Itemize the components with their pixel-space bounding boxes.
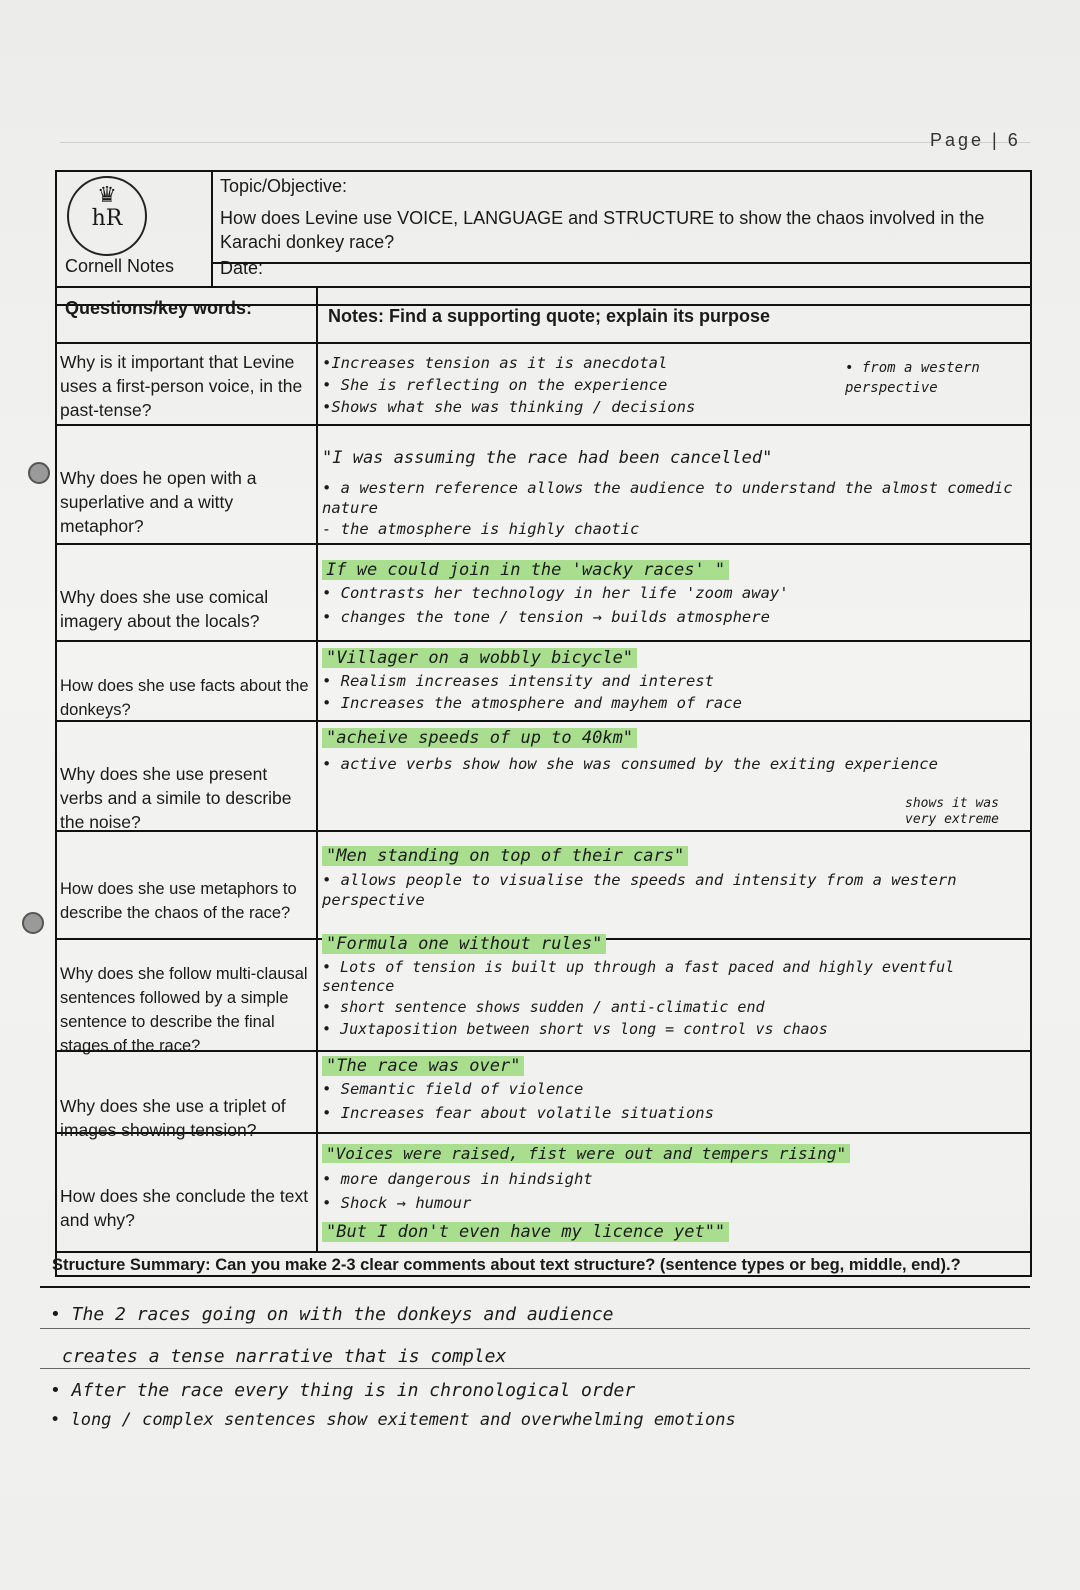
date-rule (211, 262, 1032, 264)
quote-9: "Voices were raised, fist were out and tempers rising" (322, 1144, 850, 1163)
punch-hole-top (28, 462, 50, 484)
questions-header: Questions/key words: (65, 298, 253, 318)
summary-prompt: Structure Summary: Can you make 2-3 clear comments about text structure? (sentence types or beg, middle, end).? (52, 1256, 961, 1274)
summary-top-rule (55, 1251, 1032, 1253)
page-number: Page | 6 (930, 130, 1021, 150)
note-7-1: • Lots of tension is built up through a fast paced and highly eventful sentence (322, 958, 955, 995)
row-rule-2 (55, 543, 1032, 545)
logo-seal (67, 176, 147, 256)
question-1: Why is it important that Levine uses a first-person voice, in the past-tense? (60, 352, 303, 420)
header-divider (211, 170, 213, 286)
note-8-1: • Semantic field of violence (322, 1080, 584, 1098)
note-8-2: • Increases fear about volatile situations (322, 1104, 714, 1122)
note-1-4: • from a western perspective (845, 360, 980, 396)
summary-line-2: creates a tense narrative that is complex (62, 1346, 507, 1367)
logo-monogram: hR (91, 206, 123, 231)
columns-header-bottom (55, 342, 1032, 344)
note-3-1: • Contrasts her technology in her life 'zoom away' (322, 584, 789, 602)
note-4-2: • Increases the atmosphere and mayhem of race (322, 694, 742, 712)
quote-5: "acheive speeds of up to 40km" (322, 728, 637, 748)
note-5-1: • active verbs show how she was consumed by the exiting experience (322, 755, 938, 773)
row-rule-3 (55, 640, 1032, 642)
row-rule-1 (55, 424, 1032, 426)
note-4-1: • Realism increases intensity and interest (322, 672, 714, 690)
date-label: Date: (220, 258, 264, 278)
question-7: Why does she follow multi-clausal sentences followed by a simple sentence to describe the final stages of the race? (60, 965, 308, 1055)
note-9-2: • Shock → humour (322, 1194, 472, 1212)
summary-rule-2 (40, 1328, 1030, 1329)
quote-9b: "But I don't even have my licence yet"" (322, 1222, 729, 1242)
note-7-2: • short sentence shows sudden / anti-climatic end (322, 998, 765, 1016)
quote-2: "I was assuming the race had been cancelled" (322, 448, 773, 468)
quote-4: "Villager on a wobbly bicycle" (322, 648, 637, 668)
note-3-2: • changes the tone / tension → builds atmosphere (322, 608, 770, 626)
topic-text: How does Levine use VOICE, LANGUAGE and STRUCTURE to show the chaos involved in the Karachi donkey race? (220, 208, 985, 252)
quote-8: "The race was over" (322, 1056, 524, 1076)
question-5: Why does she use present verbs and a simile to describe the noise? (60, 764, 292, 832)
note-7-3: • Juxtaposition between short vs long = control vs chaos (322, 1020, 828, 1038)
question-9: How does she conclude the text and why? (60, 1186, 309, 1230)
question-8: Why does she use a triplet of images showing tension? (60, 1096, 286, 1140)
topic-label: Topic/Objective: (220, 176, 348, 196)
note-6-1: • allows people to visualise the speeds and intensity from a western perspective (322, 871, 957, 909)
note-1-2: • She is reflecting on the experience (322, 376, 668, 394)
column-divider (316, 286, 318, 1251)
top-rule (60, 142, 1030, 143)
crown-icon: ♛ (97, 182, 117, 207)
header-bottom-rule (55, 286, 1032, 288)
question-4: How does she use facts about the donkeys? (60, 677, 309, 719)
summary-rule-3 (40, 1368, 1030, 1369)
note-5-2: shows it was very extreme (905, 796, 999, 827)
notes-header: Notes: Find a supporting quote; explain its purpose (328, 306, 771, 326)
note-1-3: •Shows what she was thinking / decisions (322, 398, 696, 416)
quote-6: "Men standing on top of their cars" (322, 846, 688, 866)
summary-line-3: • After the race every thing is in chronological order (50, 1380, 636, 1401)
quote-7: "Formula one without rules" (322, 934, 606, 954)
question-2: Why does he open with a superlative and a witty metaphor? (60, 468, 257, 536)
note-1-1: •Increases tension as it is anecdotal (322, 354, 668, 372)
question-3: Why does she use comical imagery about the locals? (60, 587, 269, 631)
note-9-1: • more dangerous in hindsight (322, 1170, 593, 1188)
punch-hole-bottom (22, 912, 44, 934)
note-2-2: - the atmosphere is highly chaotic (322, 520, 640, 538)
summary-rule-1 (40, 1286, 1030, 1288)
note-2-1: • a western reference allows the audience to understand the almost comedic nature (322, 479, 1013, 517)
summary-line-4: • long / complex sentences show exitement and overwhelming emotions (50, 1410, 736, 1430)
quote-3: If we could join in the 'wacky races' " (322, 560, 729, 580)
question-6: How does she use metaphors to describe the chaos of the race? (60, 880, 297, 922)
cornell-notes-caption: Cornell Notes (65, 256, 175, 276)
summary-line-1: • The 2 races going on with the donkeys and audience (50, 1304, 614, 1325)
